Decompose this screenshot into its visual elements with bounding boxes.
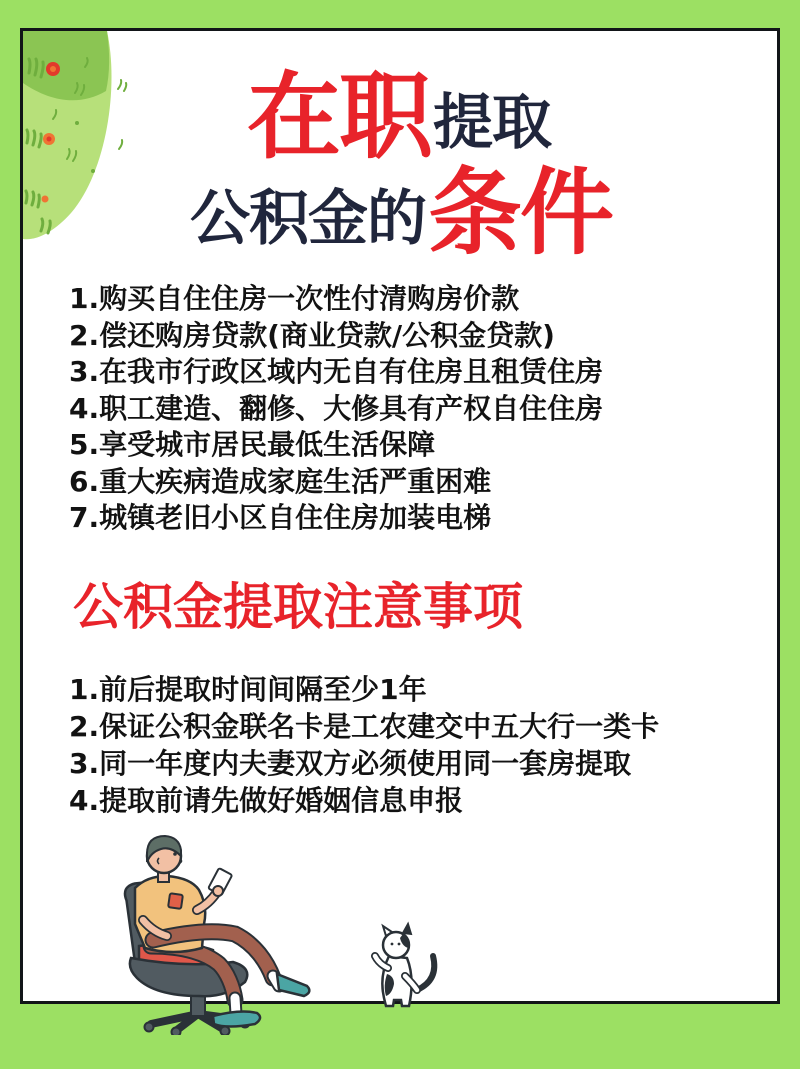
condition-item: 5.享受城市居民最低生活保障 — [69, 428, 436, 461]
condition-item: 3.在我市行政区域内无自有住房且租赁住房 — [69, 355, 604, 388]
notice-item: 4.提取前请先做好婚姻信息申报 — [69, 784, 464, 817]
conditions-list — [69, 281, 603, 537]
notice-item: 3.同一年度内夫妻双方必须使用同一套房提取 — [69, 747, 632, 780]
notice-list — [69, 671, 659, 819]
notice-item: 2.保证公积金联名卡是工农建交中五大行一类卡 — [69, 710, 660, 743]
title-line-2 — [23, 159, 777, 268]
page-title — [23, 63, 777, 268]
poster-card — [20, 28, 780, 1004]
notice-item: 1.前后提取时间间隔至少1年 — [69, 673, 427, 706]
condition-item: 7.城镇老旧小区自住住房加装电梯 — [69, 501, 492, 534]
title-highlight-zaizhi: 在职 — [246, 63, 431, 172]
title-highlight-tiaojian: 条件 — [427, 159, 612, 268]
title-line-1 — [23, 63, 777, 172]
condition-item: 6.重大疾病造成家庭生活严重困难 — [69, 464, 492, 498]
notice-heading: 公积金提取注意事项 — [73, 578, 523, 636]
condition-item: 2.偿还购房贷款(商业贷款/公积金贷款) — [69, 318, 555, 352]
condition-item: 4.职工建造、翻修、大修具有产权自住住房 — [69, 391, 604, 425]
title-text-tiqu: 提取 — [433, 88, 551, 158]
title-text-gongjijin: 公积金的 — [189, 184, 426, 254]
condition-item: 1.购买自住住房一次性付清购房价款 — [69, 282, 520, 315]
